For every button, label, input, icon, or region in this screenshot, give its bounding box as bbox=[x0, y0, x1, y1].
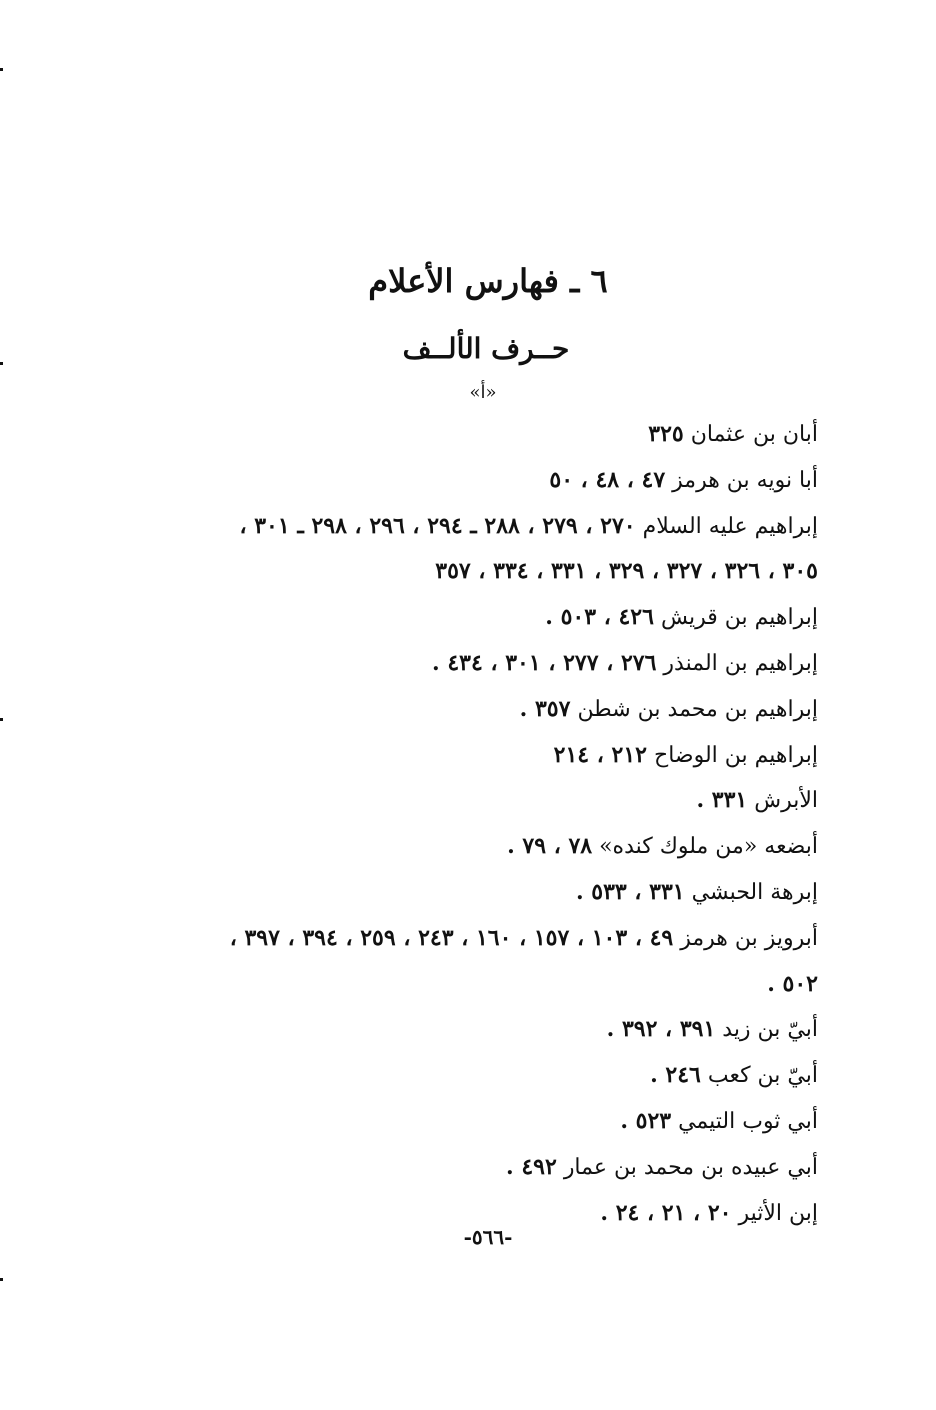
entry-pages: ٢٠ ، ٢١ ، ٢٤ . bbox=[600, 1199, 732, 1226]
entry-name: أبان بن عثمان bbox=[690, 422, 818, 447]
index-entries bbox=[128, 412, 818, 1236]
section-heading: حــرف الألــف bbox=[402, 332, 570, 365]
entry-continuation: ٣٠٥ ، ٣٢٦ ، ٣٢٧ ، ٣٢٩ ، ٣٣١ ، ٣٣٤ ، ٣٥٧ bbox=[435, 558, 818, 585]
entry-pages: ٢٧٦ ، ٢٧٧ ، ٣٠١ ، ٤٣٤ . bbox=[432, 649, 657, 676]
entry-pages: ٢١٢ ، ٢١٤ bbox=[553, 741, 647, 768]
entry-pages: ٢٤٦ . bbox=[650, 1062, 701, 1089]
margin-speck bbox=[0, 718, 3, 721]
entry-name: إبراهيم بن قريش bbox=[660, 605, 818, 631]
index-entry bbox=[128, 687, 818, 733]
letter-subheading: «أ» bbox=[469, 382, 497, 403]
entry-pages: ٧٨ ، ٧٩ . bbox=[507, 833, 593, 860]
entry-pages: ٤٩ ، ١٠٣ ، ١٥٧ ، ١٦٠ ، ٢٤٣ ، ٢٥٩ ، ٣٩٤ ، ٣٩٧ ، bbox=[229, 924, 674, 951]
index-entry bbox=[128, 641, 818, 687]
index-entry bbox=[128, 458, 818, 504]
entry-pages: ٣٢٥ bbox=[648, 421, 684, 447]
margin-speck bbox=[0, 1278, 3, 1281]
index-entry bbox=[128, 504, 818, 550]
index-entry bbox=[128, 778, 818, 824]
entry-name: إبراهيم بن الوضاح bbox=[654, 742, 818, 768]
entry-name: أبي ثوب التيمي bbox=[678, 1108, 818, 1134]
entry-name: أبا نويه بن هرمز bbox=[672, 467, 818, 493]
index-entry bbox=[128, 1145, 818, 1191]
entry-name: أبيّ بن زيد bbox=[722, 1017, 818, 1043]
index-entry bbox=[128, 412, 818, 458]
index-entry bbox=[128, 916, 818, 962]
entry-name: أبضعه «من ملوك كنده» bbox=[599, 834, 818, 860]
index-entry bbox=[128, 1007, 818, 1053]
entry-pages: ٣٥٧ . bbox=[519, 695, 571, 722]
entry-name: إبن الأثير bbox=[738, 1200, 818, 1226]
entry-name: الأبرش bbox=[754, 788, 818, 814]
index-title: ٦ ـ فهارس الأعلام bbox=[368, 262, 608, 300]
entry-name: أبيّ بن كعب bbox=[707, 1063, 818, 1089]
entry-pages: ٣٣١ ، ٥٣٣ . bbox=[575, 878, 685, 905]
index-entry bbox=[128, 1053, 818, 1099]
index-entry bbox=[128, 824, 818, 870]
entry-pages: ٤٢٦ ، ٥٠٣ . bbox=[545, 604, 654, 631]
entry-pages: ٣٣١ . bbox=[696, 787, 748, 814]
entry-pages: ٣٩١ ، ٣٩٢ . bbox=[606, 1016, 716, 1043]
index-entry bbox=[128, 870, 818, 916]
entry-name: إبراهيم بن محمد بن شطن bbox=[577, 696, 818, 722]
entry-pages: ٢٧٠ ، ٢٧٩ ، ٢٨٨ ـ ٢٩٤ ، ٢٩٦ ، ٢٩٨ ـ ٣٠١ ، bbox=[239, 512, 636, 539]
entry-name: إبراهيم بن المنذر bbox=[663, 650, 818, 676]
entry-pages: ٥٢٣ . bbox=[620, 1107, 672, 1134]
entry-pages: ٤٩٢ . bbox=[506, 1153, 557, 1180]
margin-speck bbox=[0, 362, 3, 365]
index-entry bbox=[128, 733, 818, 779]
index-entry bbox=[128, 1099, 818, 1145]
entry-name: إبراهيم عليه السلام bbox=[642, 513, 818, 539]
entry-name: أبرويز بن هرمز bbox=[680, 925, 818, 951]
entry-name: أبي عبيده بن محمد بن عمار bbox=[563, 1154, 818, 1180]
entry-continuation: ٥٠٢ . bbox=[767, 970, 818, 997]
entry-name: إبرهة الحبشي bbox=[691, 879, 818, 905]
page-number: -٥٦٦- bbox=[463, 1225, 513, 1249]
entry-pages: ٤٧ ، ٤٨ ، ٥٠ bbox=[549, 466, 666, 493]
margin-speck bbox=[0, 68, 3, 71]
index-entry bbox=[128, 595, 818, 641]
